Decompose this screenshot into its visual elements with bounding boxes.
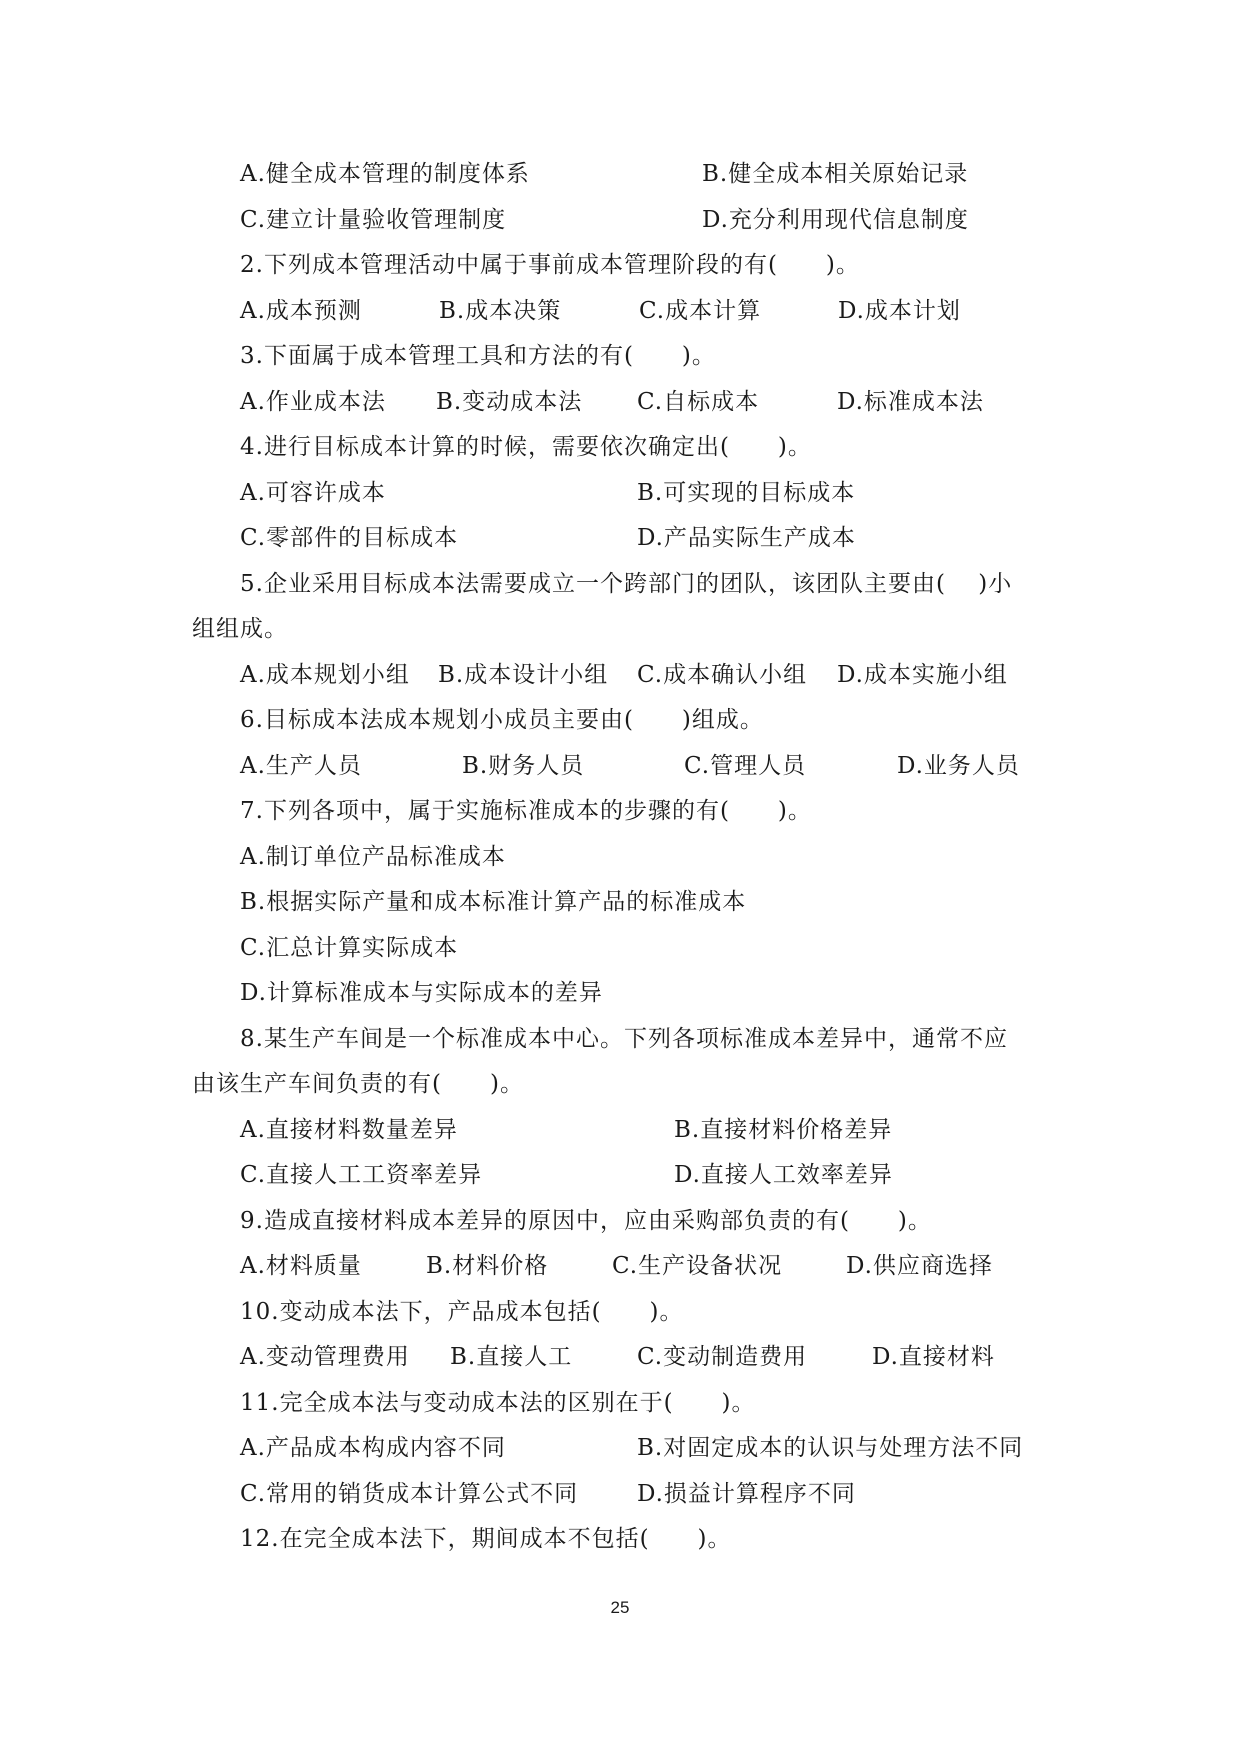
option-a: A.成本规划小组 [240, 662, 410, 688]
option-d: D.产品实际生产成本 [637, 525, 856, 551]
option-d: D.直接材料 [872, 1344, 995, 1370]
option-b: B.可实现的目标成本 [637, 480, 856, 506]
option-d: D.业务人员 [897, 753, 1020, 779]
option-a: A.产品成本构成内容不同 [240, 1435, 506, 1461]
option-d: D.损益计算程序不同 [637, 1481, 856, 1507]
option-c: C.直接人工工资率差异 [240, 1162, 483, 1188]
option-a: A.成本预测 [240, 298, 362, 324]
option-a: A.可容许成本 [240, 480, 386, 506]
question-stem: 3.下面属于成本管理工具和方法的有( )。 [240, 343, 716, 369]
option-b: B.直接人工 [450, 1344, 573, 1370]
option-b: B.财务人员 [462, 753, 585, 779]
option-a: A.制订单位产品标准成本 [240, 844, 506, 870]
question-stem: 4.进行目标成本计算的时候，需要依次确定出( )。 [240, 434, 812, 460]
option-c: C.常用的销货成本计算公式不同 [240, 1481, 579, 1507]
question-stem: 8.某生产车间是一个标准成本中心。下列各项标准成本差异中，通常不应 [240, 1026, 1008, 1052]
option-c: C.变动制造费用 [637, 1344, 808, 1370]
question-stem: 12.在完全成本法下，期间成本不包括( )。 [240, 1526, 732, 1552]
option-c: C.生产设备状况 [612, 1253, 783, 1279]
question-stem-continued: 由该生产车间负责的有( )。 [192, 1071, 524, 1097]
option-c: C.成本计算 [639, 298, 762, 324]
question-stem: 11.完全成本法与变动成本法的区别在于( )。 [240, 1390, 756, 1416]
option-a: A.作业成本法 [240, 389, 386, 415]
option-c: C.自标成本 [637, 389, 760, 415]
option-c: C.管理人员 [684, 753, 807, 779]
option-a: A.生产人员 [240, 753, 362, 779]
option-d: D.充分利用现代信息制度 [702, 207, 969, 233]
option-d: D.计算标准成本与实际成本的差异 [240, 980, 603, 1006]
option-d: D.成本计划 [838, 298, 961, 324]
option-b: B.成本决策 [439, 298, 562, 324]
option-d: D.标准成本法 [837, 389, 984, 415]
question-stem: 7.下列各项中，属于实施标准成本的步骤的有( )。 [240, 798, 812, 824]
option-b: B.变动成本法 [436, 389, 583, 415]
question-stem: 10.变动成本法下，产品成本包括( )。 [240, 1299, 684, 1325]
option-d: D.成本实施小组 [837, 662, 1008, 688]
option-c: C.零部件的目标成本 [240, 525, 459, 551]
question-stem: 6.目标成本法成本规划小成员主要由( )组成。 [240, 707, 764, 733]
option-d: D.供应商选择 [846, 1253, 993, 1279]
question-stem-continued: 组组成。 [192, 616, 288, 642]
option-b: B.对固定成本的认识与处理方法不同 [637, 1435, 1024, 1461]
page-number: 25 [610, 1598, 630, 1617]
option-b: B.直接材料价格差异 [674, 1117, 893, 1143]
question-stem: 9.造成直接材料成本差异的原因中，应由采购部负责的有( )。 [240, 1208, 932, 1234]
question-stem: 5.企业采用目标成本法需要成立一个跨部门的团队，该团队主要由( )小 [240, 571, 1013, 597]
option-b: B.材料价格 [426, 1253, 549, 1279]
option-b: B.健全成本相关原始记录 [702, 161, 969, 187]
option-a: A.直接材料数量差异 [240, 1117, 458, 1143]
option-c: C.建立计量验收管理制度 [240, 207, 507, 233]
option-a: A.健全成本管理的制度体系 [240, 161, 530, 187]
option-a: A.变动管理费用 [240, 1344, 410, 1370]
option-a: A.材料质量 [240, 1253, 362, 1279]
option-b: B.根据实际产量和成本标准计算产品的标准成本 [240, 889, 747, 915]
option-d: D.直接人工效率差异 [674, 1162, 893, 1188]
question-stem: 2.下列成本管理活动中属于事前成本管理阶段的有( )。 [240, 252, 860, 278]
option-c: C.汇总计算实际成本 [240, 935, 459, 961]
option-b: B.成本设计小组 [438, 662, 609, 688]
option-c: C.成本确认小组 [637, 662, 808, 688]
